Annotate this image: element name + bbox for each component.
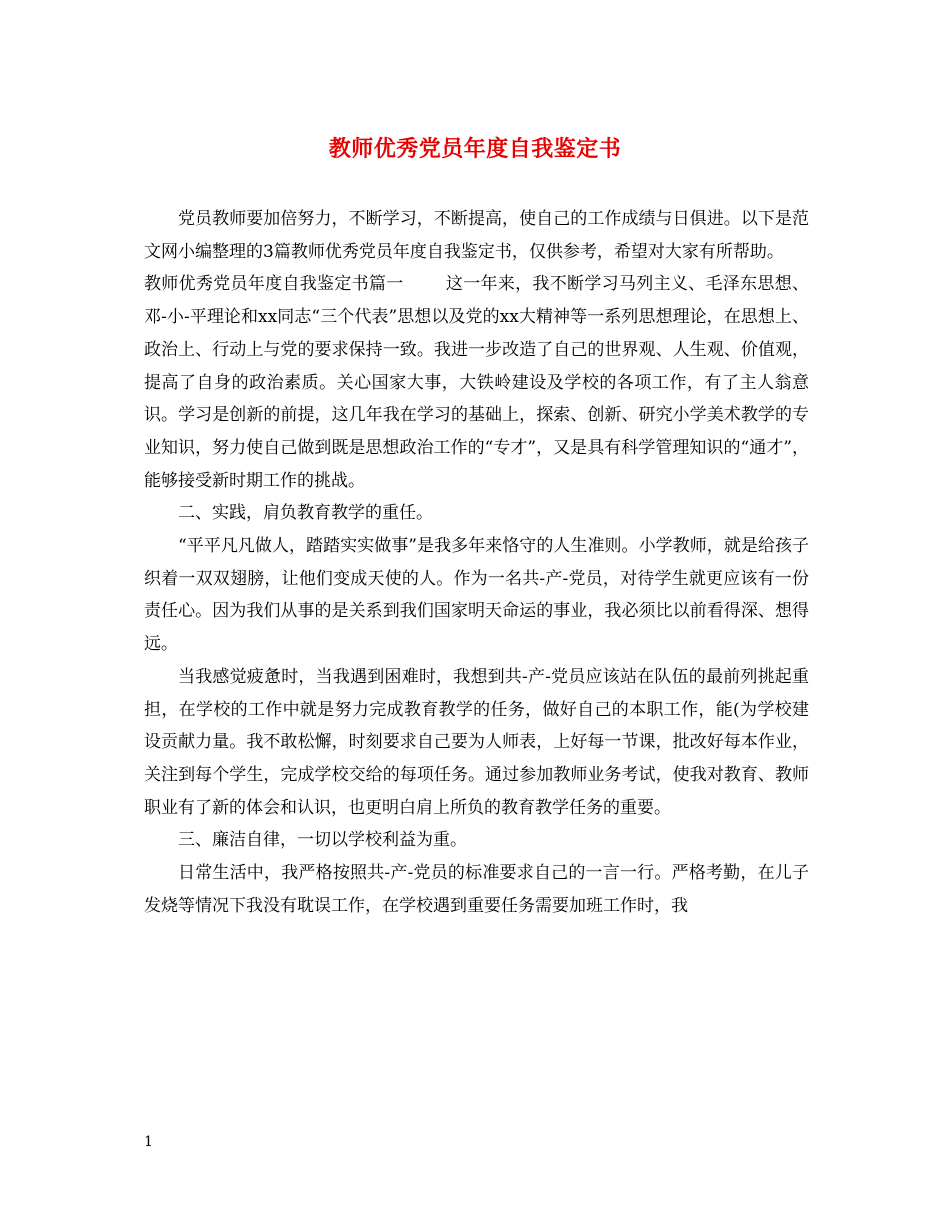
intro-paragraph: 党员教师要加倍努力，不断学习，不断提高，使自己的工作成绩与日俱进。以下是范文网小编整理的3篇教师优秀党员年度自我鉴定书，仅供参考，希望对大家有所帮助。 — [144, 209, 809, 262]
document-body — [144, 203, 809, 922]
section-heading: 教师优秀党员年度自我鉴定书篇一 — [144, 274, 404, 295]
practice-heading: 二、实践，肩负教育教学的重任。 — [178, 503, 433, 524]
body-paragraph: 日常生活中，我严格按照共-产-党员的标准要求自己的一言一行。严格考勤，在儿子发烧等情况下我没有耽误工作，在学校遇到重要任务需要加班工作时，我 — [144, 863, 809, 916]
document-title: 教师优秀党员年度自我鉴定书 — [328, 136, 622, 162]
body-paragraph: “平平凡凡做人，踏踏实实做事”是我多年来恪守的人生准则。小学教师，就是给孩子织着一双双翅膀，让他们变成天使的人。作为一名共-产-党员，对待学生就更应该有一份责任心。因为我们从事的是关系到我们国家明天命运的事业，我必须比以前看得深、想得远。 — [144, 536, 809, 655]
section-one-paragraph — [144, 268, 809, 497]
body-paragraph: 当我感觉疲惫时，当我遇到困难时，我想到共-产-党员应该站在队伍的最前列挑起重担，在学校的工作中就是努力完成教育教学的任务，做好自己的本职工作，能(为学校建设贡献力量。我不敢松懈，时刻要求自己要为人师表，上好每一节课，批改好每本作业，关注到每个学生，完成学校交给的每项任务。通过参加教师业务考试，使我对教育、教师职业有了新的体会和认识，也更明白肩上所负的教育教学任务的重要。 — [144, 666, 809, 818]
integrity-heading: 三、廉洁自律，一切以学校利益为重。 — [178, 830, 467, 851]
section-text: 这一年来，我不断学习马列主义、毛泽东思想、邓-小-平理论和xx同志“三个代表”思想以及党的xx大精神等一系列思想理论，在思想上、政治上、行动上与党的要求保持一致。我进一步改造了自己的世界观、人生观、价值观，提高了自身的政治素质。关心国家大事，大铁岭建设及学校的各项工作，有了主人翁意识。学习是创新的前提，这几年我在学习的基础上，探索、创新、研究小学美术教学的专业知识，努力使自己做到既是思想政治工作的“专才”，又是具有科学管理知识的“通才”，能够接受新时期工作的挑战。 — [144, 274, 810, 491]
page-number: 1 — [144, 1134, 153, 1150]
